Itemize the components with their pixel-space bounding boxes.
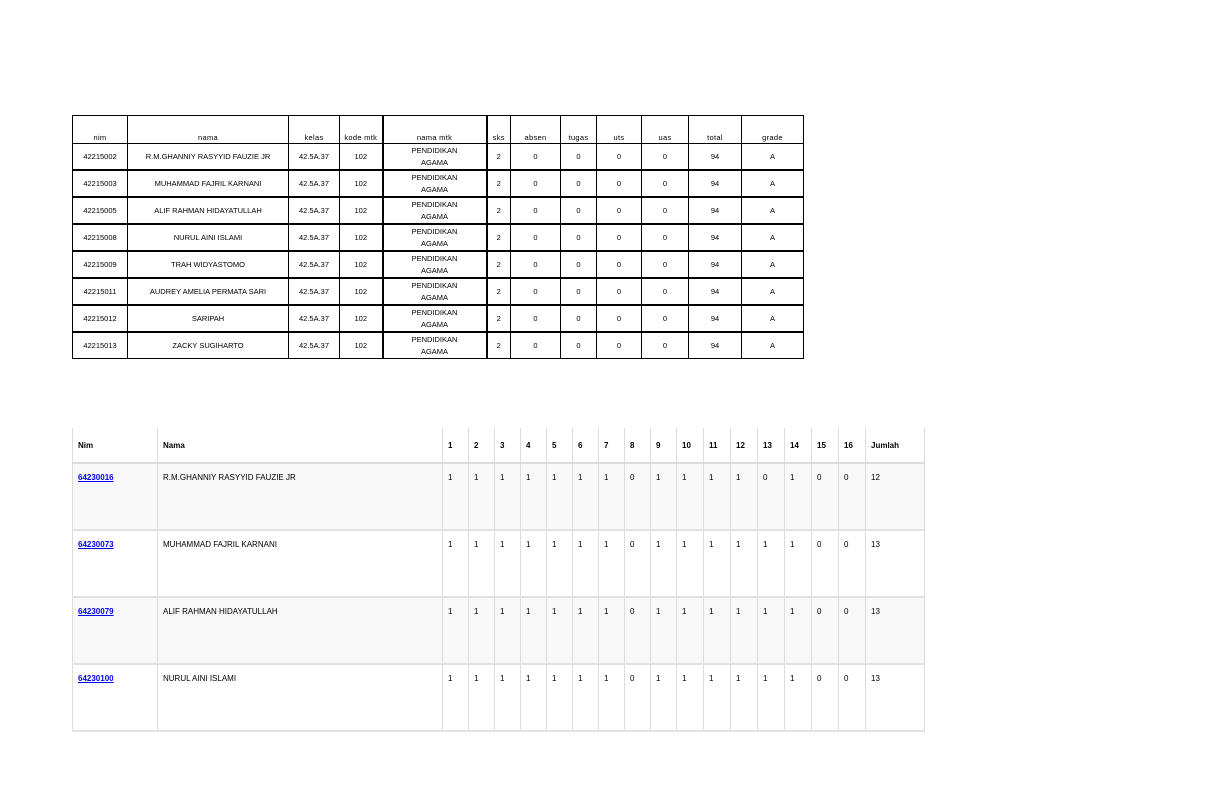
cell-meeting-2: 1 xyxy=(469,530,495,597)
cell-kelas: 42.5A.37 xyxy=(289,197,340,224)
cell-nim xyxy=(73,530,158,597)
cell-sks: 2 xyxy=(487,170,511,197)
table-row xyxy=(73,251,804,278)
cell-nim: 42215002 xyxy=(73,144,128,171)
cell-meeting-3: 1 xyxy=(495,664,521,731)
cell-total: 94 xyxy=(689,332,742,359)
cell-meeting-8: 0 xyxy=(625,530,651,597)
cell-kode-mtk: 102 xyxy=(340,224,383,251)
cell-meeting-13: 1 xyxy=(758,530,785,597)
cell-tugas: 0 xyxy=(561,305,597,332)
cell-grade: A xyxy=(742,251,804,278)
cell-nim: 42215008 xyxy=(73,224,128,251)
cell-kode-mtk: 102 xyxy=(340,197,383,224)
cell-uas: 0 xyxy=(642,197,689,224)
cell-meeting-12: 1 xyxy=(731,664,758,731)
cell-absen: 0 xyxy=(511,251,561,278)
grades-header-row xyxy=(73,116,804,144)
cell-meeting-1: 1 xyxy=(443,463,469,530)
cell-tugas: 0 xyxy=(561,251,597,278)
header-uas: uas xyxy=(642,116,689,144)
header-total: total xyxy=(689,116,742,144)
cell-kelas: 42.5A.37 xyxy=(289,144,340,171)
cell-meeting-11: 1 xyxy=(704,597,731,664)
cell-nama-mtk xyxy=(383,332,487,359)
cell-nama-mtk-line2: AGAMA xyxy=(420,158,449,167)
cell-tugas: 0 xyxy=(561,144,597,171)
cell-uas: 0 xyxy=(642,278,689,305)
cell-sks: 2 xyxy=(487,305,511,332)
cell-kode-mtk: 102 xyxy=(340,332,383,359)
cell-meeting-5: 1 xyxy=(547,530,573,597)
cell-grade: A xyxy=(742,278,804,305)
cell-meeting-1: 1 xyxy=(443,664,469,731)
cell-meeting-10: 1 xyxy=(677,530,704,597)
cell-meeting-10: 1 xyxy=(677,463,704,530)
cell-total: 94 xyxy=(689,197,742,224)
cell-tugas: 0 xyxy=(561,170,597,197)
cell-meeting-12: 1 xyxy=(731,530,758,597)
cell-kelas: 42.5A.37 xyxy=(289,224,340,251)
cell-absen: 0 xyxy=(511,144,561,171)
cell-meeting-11: 1 xyxy=(704,463,731,530)
attendance-table xyxy=(72,428,925,732)
cell-total: 94 xyxy=(689,144,742,171)
cell-meeting-3: 1 xyxy=(495,597,521,664)
cell-nim: 42215009 xyxy=(73,251,128,278)
cell-absen: 0 xyxy=(511,278,561,305)
cell-nama: MUHAMMAD FAJRIL KARNANI xyxy=(128,170,289,197)
cell-meeting-15: 0 xyxy=(812,597,839,664)
cell-nama: NURUL AINI ISLAMI xyxy=(128,224,289,251)
cell-meeting-2: 1 xyxy=(469,664,495,731)
cell-tugas: 0 xyxy=(561,224,597,251)
cell-grade: A xyxy=(742,197,804,224)
cell-meeting-9: 1 xyxy=(651,463,677,530)
cell-jumlah: 12 xyxy=(866,463,925,530)
cell-meeting-8: 0 xyxy=(625,597,651,664)
cell-total: 94 xyxy=(689,251,742,278)
cell-meeting-10: 1 xyxy=(677,597,704,664)
cell-meeting-10: 1 xyxy=(677,664,704,731)
cell-meeting-9: 1 xyxy=(651,597,677,664)
cell-meeting-3: 1 xyxy=(495,463,521,530)
cell-nama: R.M.GHANNIY RASYYID FAUZIE JR xyxy=(128,144,289,171)
cell-grade: A xyxy=(742,224,804,251)
cell-meeting-1: 1 xyxy=(443,530,469,597)
cell-meeting-15: 0 xyxy=(812,664,839,731)
cell-nama-mtk xyxy=(383,224,487,251)
cell-tugas: 0 xyxy=(561,332,597,359)
cell-grade: A xyxy=(742,170,804,197)
cell-uts: 0 xyxy=(597,224,642,251)
cell-total: 94 xyxy=(689,224,742,251)
cell-uts: 0 xyxy=(597,197,642,224)
header-meeting-14: 14 xyxy=(785,428,812,463)
cell-nama: NURUL AINI ISLAMI xyxy=(158,664,443,731)
cell-absen: 0 xyxy=(511,224,561,251)
cell-nama-mtk-line1: PENDIDIKAN xyxy=(411,335,458,344)
attendance-header-row xyxy=(73,428,925,463)
header-attendance-nim: Nim xyxy=(73,428,158,463)
header-meeting-13: 13 xyxy=(758,428,785,463)
cell-sks: 2 xyxy=(487,197,511,224)
cell-nama-mtk-line1: PENDIDIKAN xyxy=(411,308,458,317)
cell-nama-mtk xyxy=(383,251,487,278)
cell-grade: A xyxy=(742,305,804,332)
cell-grade: A xyxy=(742,144,804,171)
grades-table xyxy=(72,115,804,359)
cell-absen: 0 xyxy=(511,305,561,332)
cell-nama: ALIF RAHMAN HIDAYATULLAH xyxy=(158,597,443,664)
header-kode-mtk: kode mtk xyxy=(340,116,383,144)
cell-meeting-14: 1 xyxy=(785,463,812,530)
cell-nama-mtk-line2: AGAMA xyxy=(420,212,449,221)
header-meeting-6: 6 xyxy=(573,428,599,463)
cell-nama-mtk-line2: AGAMA xyxy=(420,239,449,248)
cell-absen: 0 xyxy=(511,197,561,224)
cell-nim: 42215011 xyxy=(73,278,128,305)
cell-kelas: 42.5A.37 xyxy=(289,170,340,197)
cell-meeting-14: 1 xyxy=(785,597,812,664)
cell-meeting-2: 1 xyxy=(469,463,495,530)
cell-uas: 0 xyxy=(642,224,689,251)
header-absen: absen xyxy=(511,116,561,144)
cell-meeting-16: 0 xyxy=(839,664,866,731)
cell-meeting-11: 1 xyxy=(704,530,731,597)
header-nim: nim xyxy=(73,116,128,144)
nim-link[interactable]: 64230100 xyxy=(78,674,114,683)
cell-nama-mtk-line1: PENDIDIKAN xyxy=(411,200,458,209)
cell-uts: 0 xyxy=(597,305,642,332)
cell-meeting-6: 1 xyxy=(573,597,599,664)
nim-link[interactable]: 64230079 xyxy=(78,607,114,616)
cell-jumlah: 13 xyxy=(866,664,925,731)
header-attendance-nama: Nama xyxy=(158,428,443,463)
table-row xyxy=(73,197,804,224)
table-row xyxy=(73,144,804,171)
cell-sks: 2 xyxy=(487,144,511,171)
table-row xyxy=(73,463,925,530)
cell-meeting-8: 0 xyxy=(625,664,651,731)
cell-meeting-7: 1 xyxy=(599,664,625,731)
cell-meeting-7: 1 xyxy=(599,597,625,664)
cell-meeting-13: 1 xyxy=(758,597,785,664)
grades-body xyxy=(73,144,804,359)
cell-nama-mtk-line1: PENDIDIKAN xyxy=(411,173,458,182)
cell-sks: 2 xyxy=(487,332,511,359)
cell-meeting-16: 0 xyxy=(839,463,866,530)
cell-meeting-9: 1 xyxy=(651,664,677,731)
cell-nama: ALIF RAHMAN HIDAYATULLAH xyxy=(128,197,289,224)
cell-meeting-1: 1 xyxy=(443,597,469,664)
header-uts: uts xyxy=(597,116,642,144)
cell-grade: A xyxy=(742,332,804,359)
cell-kode-mtk: 102 xyxy=(340,278,383,305)
cell-kode-mtk: 102 xyxy=(340,251,383,278)
header-nama: nama xyxy=(128,116,289,144)
cell-sks: 2 xyxy=(487,251,511,278)
header-meeting-11: 11 xyxy=(704,428,731,463)
cell-uts: 0 xyxy=(597,144,642,171)
cell-total: 94 xyxy=(689,278,742,305)
cell-meeting-4: 1 xyxy=(521,530,547,597)
cell-nama-mtk-line2: AGAMA xyxy=(420,347,449,356)
header-meeting-16: 16 xyxy=(839,428,866,463)
cell-kelas: 42.5A.37 xyxy=(289,332,340,359)
header-meeting-3: 3 xyxy=(495,428,521,463)
cell-nama-mtk-line2: AGAMA xyxy=(420,266,449,275)
header-kelas: kelas xyxy=(289,116,340,144)
cell-uts: 0 xyxy=(597,332,642,359)
header-sks: sks xyxy=(487,116,511,144)
cell-nim xyxy=(73,463,158,530)
header-meeting-10: 10 xyxy=(677,428,704,463)
cell-kode-mtk: 102 xyxy=(340,170,383,197)
header-meeting-4: 4 xyxy=(521,428,547,463)
table-row xyxy=(73,305,804,332)
cell-nama-mtk-line1: PENDIDIKAN xyxy=(411,254,458,263)
header-meeting-7: 7 xyxy=(599,428,625,463)
header-meeting-12: 12 xyxy=(731,428,758,463)
cell-meeting-3: 1 xyxy=(495,530,521,597)
cell-meeting-2: 1 xyxy=(469,597,495,664)
cell-nim xyxy=(73,597,158,664)
header-grade: grade xyxy=(742,116,804,144)
cell-nim: 42215013 xyxy=(73,332,128,359)
cell-kode-mtk: 102 xyxy=(340,305,383,332)
table-row xyxy=(73,530,925,597)
cell-nim: 42215012 xyxy=(73,305,128,332)
cell-tugas: 0 xyxy=(561,197,597,224)
nim-link[interactable]: 64230016 xyxy=(78,473,114,482)
table-row xyxy=(73,332,804,359)
cell-nama: R.M.GHANNIY RASYYID FAUZIE JR xyxy=(158,463,443,530)
cell-meeting-6: 1 xyxy=(573,530,599,597)
cell-tugas: 0 xyxy=(561,278,597,305)
cell-total: 94 xyxy=(689,170,742,197)
cell-meeting-8: 0 xyxy=(625,463,651,530)
cell-meeting-5: 1 xyxy=(547,463,573,530)
cell-meeting-15: 0 xyxy=(812,463,839,530)
cell-kelas: 42.5A.37 xyxy=(289,278,340,305)
cell-meeting-6: 1 xyxy=(573,664,599,731)
cell-meeting-14: 1 xyxy=(785,530,812,597)
cell-meeting-14: 1 xyxy=(785,664,812,731)
cell-nama: SARIPAH xyxy=(128,305,289,332)
cell-nama-mtk xyxy=(383,305,487,332)
cell-nama-mtk-line2: AGAMA xyxy=(420,293,449,302)
cell-meeting-4: 1 xyxy=(521,597,547,664)
table-row xyxy=(73,278,804,305)
cell-nama: AUDREY AMELIA PERMATA SARI xyxy=(128,278,289,305)
cell-absen: 0 xyxy=(511,332,561,359)
cell-nama: TRAH WIDYASTOMO xyxy=(128,251,289,278)
header-meeting-9: 9 xyxy=(651,428,677,463)
cell-nama-mtk xyxy=(383,170,487,197)
cell-absen: 0 xyxy=(511,170,561,197)
header-nama-mtk: nama mtk xyxy=(383,116,487,144)
cell-meeting-7: 1 xyxy=(599,463,625,530)
cell-meeting-16: 0 xyxy=(839,597,866,664)
cell-kelas: 42.5A.37 xyxy=(289,251,340,278)
cell-nama: MUHAMMAD FAJRIL KARNANI xyxy=(158,530,443,597)
cell-nama: ZACKY SUGIHARTO xyxy=(128,332,289,359)
cell-meeting-9: 1 xyxy=(651,530,677,597)
cell-meeting-13: 1 xyxy=(758,664,785,731)
cell-uas: 0 xyxy=(642,332,689,359)
cell-sks: 2 xyxy=(487,224,511,251)
cell-nama-mtk-line2: AGAMA xyxy=(420,320,449,329)
cell-jumlah: 13 xyxy=(866,597,925,664)
cell-meeting-13: 0 xyxy=(758,463,785,530)
cell-uts: 0 xyxy=(597,170,642,197)
nim-link[interactable]: 64230073 xyxy=(78,540,114,549)
table-row xyxy=(73,224,804,251)
table-row xyxy=(73,170,804,197)
header-meeting-2: 2 xyxy=(469,428,495,463)
cell-meeting-12: 1 xyxy=(731,597,758,664)
cell-uts: 0 xyxy=(597,251,642,278)
cell-meeting-12: 1 xyxy=(731,463,758,530)
header-tugas: tugas xyxy=(561,116,597,144)
header-meeting-8: 8 xyxy=(625,428,651,463)
cell-nim: 42215005 xyxy=(73,197,128,224)
cell-meeting-4: 1 xyxy=(521,463,547,530)
cell-nama-mtk xyxy=(383,144,487,171)
cell-sks: 2 xyxy=(487,278,511,305)
header-meeting-1: 1 xyxy=(443,428,469,463)
header-jumlah: Jumlah xyxy=(866,428,925,463)
cell-nama-mtk-line2: AGAMA xyxy=(420,185,449,194)
cell-meeting-7: 1 xyxy=(599,530,625,597)
cell-nama-mtk-line1: PENDIDIKAN xyxy=(411,146,458,155)
cell-kelas: 42.5A.37 xyxy=(289,305,340,332)
cell-meeting-11: 1 xyxy=(704,664,731,731)
cell-kode-mtk: 102 xyxy=(340,144,383,171)
cell-meeting-6: 1 xyxy=(573,463,599,530)
cell-meeting-4: 1 xyxy=(521,664,547,731)
cell-nama-mtk xyxy=(383,278,487,305)
cell-meeting-15: 0 xyxy=(812,530,839,597)
cell-nama-mtk xyxy=(383,197,487,224)
cell-meeting-5: 1 xyxy=(547,597,573,664)
cell-nama-mtk-line1: PENDIDIKAN xyxy=(411,281,458,290)
cell-nim xyxy=(73,664,158,731)
table-row xyxy=(73,597,925,664)
cell-jumlah: 13 xyxy=(866,530,925,597)
cell-meeting-5: 1 xyxy=(547,664,573,731)
cell-uas: 0 xyxy=(642,144,689,171)
cell-uas: 0 xyxy=(642,170,689,197)
cell-uts: 0 xyxy=(597,278,642,305)
header-meeting-15: 15 xyxy=(812,428,839,463)
cell-total: 94 xyxy=(689,305,742,332)
header-meeting-5: 5 xyxy=(547,428,573,463)
attendance-body xyxy=(73,463,925,731)
cell-meeting-16: 0 xyxy=(839,530,866,597)
table-row xyxy=(73,664,925,731)
cell-nim: 42215003 xyxy=(73,170,128,197)
cell-nama-mtk-line1: PENDIDIKAN xyxy=(411,227,458,236)
cell-uas: 0 xyxy=(642,305,689,332)
cell-uas: 0 xyxy=(642,251,689,278)
